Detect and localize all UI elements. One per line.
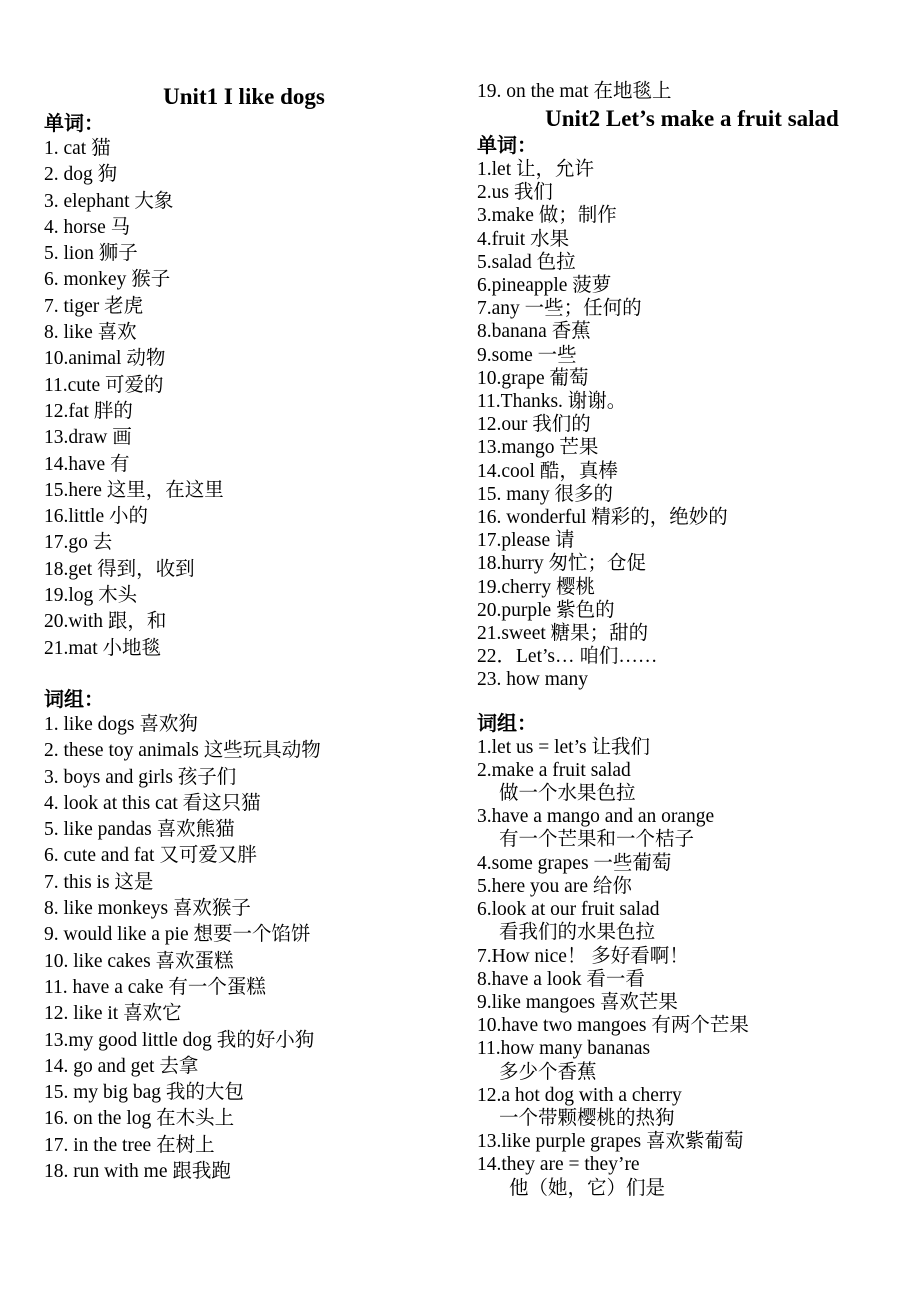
phrase-item: 14.they are = they’re [477,1154,640,1176]
left-column [44,80,444,1185]
phrase-item: 4. look at this cat 看这只猫 [44,792,261,814]
word-item: 17.please 请 [477,530,575,552]
unit2-phrases-label: 词组： [477,712,537,735]
unit2-words-label: 单词： [477,135,537,157]
word-item: 1. cat 猫 [44,138,111,159]
phrase-item: 9. would like a pie 想要一个馅饼 [44,924,311,946]
word-item: 3. elephant 大象 [44,190,174,212]
word-item: 5.salad 色拉 [477,251,576,273]
word-item: 11.cute 可爱的 [44,374,164,396]
unit1-words-label: 单词： [44,113,104,135]
phrase-item: 2.make a fruit salad [477,759,631,781]
phrase-item: 1. like dogs 喜欢狗 [44,713,198,735]
phrase-item: 18. run with me 跟我跑 [44,1160,231,1182]
phrase-item: 7.How nice！ 多好看啊！ [477,945,689,967]
phrase-item: 8. like monkeys 喜欢猴子 [44,898,251,920]
word-item: 4. horse 马 [44,216,131,238]
word-item: 18.get 得到，收到 [44,558,195,580]
word-item: 15. many 很多的 [477,483,613,505]
word-item: 7. tiger 老虎 [44,295,144,317]
word-item: 6.pineapple 菠萝 [477,275,612,297]
word-item: 16. wonderful 精彩的，绝妙的 [477,507,728,529]
unit1-title: Unit1 I like dogs [163,84,325,109]
phrase-translation: 有一个芒果和一个桔子 [499,829,695,851]
unit1-phrase-list [44,712,444,1185]
phrase-item: 6.look at our fruit salad [477,899,660,921]
phrase-item: 5.here you are 给你 [477,875,632,897]
word-item: 11.Thanks. 谢谢。 [477,391,627,413]
word-item: 20.purple 紫色的 [477,599,615,621]
phrase-item: 9.like mangoes 喜欢芒果 [477,991,678,1013]
word-item: 13.draw 画 [44,427,132,449]
phrase-item: 10. like cakes 喜欢蛋糕 [44,950,234,972]
phrase-item: 15. my big bag 我的大包 [44,1082,244,1104]
phrase-item: 11. have a cake 有一个蛋糕 [44,976,266,998]
word-item: 1.let 让，允许 [477,159,594,180]
word-item: 20.with 跟，和 [44,611,167,633]
phrase-item: 2. these toy animals 这些玩具动物 [44,740,321,762]
spacer [44,662,444,688]
word-item: 17.go 去 [44,532,113,554]
word-item: 3.make 做；制作 [477,205,617,227]
word-item: 5. lion 狮子 [44,243,138,265]
word-item: 7.any 一些；任何的 [477,298,642,320]
word-item: 9.some 一些 [477,344,577,366]
phrase-item: 10.have two mangoes 有两个芒果 [477,1015,749,1037]
phrase-translation: 一个带颗樱桃的热狗 [499,1107,675,1129]
unit2-phrase-list [477,736,907,1200]
word-item: 8.banana 香蕉 [477,321,591,343]
unit2-word-list [477,158,907,692]
phrase-item: 13.like purple grapes 喜欢紫葡萄 [477,1131,744,1153]
unit1-word-list [44,136,444,662]
phrase-item: 12.a hot dog with a cherry [477,1084,682,1106]
phrase-item: 12. like it 喜欢它 [44,1003,182,1025]
word-item: 21.mat 小地毯 [44,637,161,659]
unit1-phrases-label: 词组： [44,688,104,711]
unit2-title: Unit2 Let’s make a fruit salad [545,106,839,131]
phrase-item: 3. boys and girls 孩子们 [44,766,237,788]
phrase-translation: 做一个水果色拉 [499,783,636,805]
spacer [477,692,907,712]
word-item: 14.cool 酷，真棒 [477,460,618,482]
word-item: 19.log 木头 [44,585,138,607]
right-column [477,80,907,1200]
phrase-item: 11.how many bananas [477,1038,651,1060]
word-item: 23. how many [477,669,589,691]
word-item: 2. dog 狗 [44,164,118,186]
word-item: 18.hurry 匆忙；仓促 [477,553,646,575]
phrase-item: 3.have a mango and an orange [477,806,715,828]
word-item: 10.animal 动物 [44,348,166,370]
phrase-item: 8.have a look 看一看 [477,968,645,990]
word-item: 12.fat 胖的 [44,400,133,422]
word-item: 4.fruit 水果 [477,228,570,250]
phrase-translation: 他（她，它）们是 [509,1177,666,1199]
phrase-item: 13.my good little dog 我的好小狗 [44,1029,315,1051]
phrase-translation: 看我们的水果色拉 [499,922,656,944]
word-item: 22．Let’s… 咱们…… [477,646,658,668]
phrase-item: 6. cute and fat 又可爱又胖 [44,845,257,867]
phrase-translation: 多少个香蕉 [499,1061,597,1083]
word-item: 6. monkey 猴子 [44,269,171,291]
phrase-item: 16. on the log 在木头上 [44,1108,235,1130]
word-item: 12.our 我们的 [477,414,591,436]
word-item: 15.here 这里，在这里 [44,479,224,501]
unit1-phrase-continued: 19. on the mat 在地毯上 [477,81,672,102]
phrase-item: 17. in the tree 在树上 [44,1134,215,1156]
word-item: 21.sweet 糖果；甜的 [477,623,649,645]
word-item: 13.mango 芒果 [477,437,599,459]
word-item: 8. like 喜欢 [44,322,137,344]
phrase-item: 14. go and get 去拿 [44,1055,199,1077]
word-item: 16.little 小的 [44,506,148,528]
phrase-item: 7. this is 这是 [44,871,154,893]
phrase-item: 5. like pandas 喜欢熊猫 [44,819,235,841]
word-item: 2.us 我们 [477,182,553,204]
phrase-item: 4.some grapes 一些葡萄 [477,852,672,874]
word-item: 19.cherry 樱桃 [477,576,596,598]
word-item: 14.have 有 [44,453,130,475]
word-item: 10.grape 葡萄 [477,367,589,389]
phrase-item: 1.let us = let’s 让我们 [477,736,650,758]
